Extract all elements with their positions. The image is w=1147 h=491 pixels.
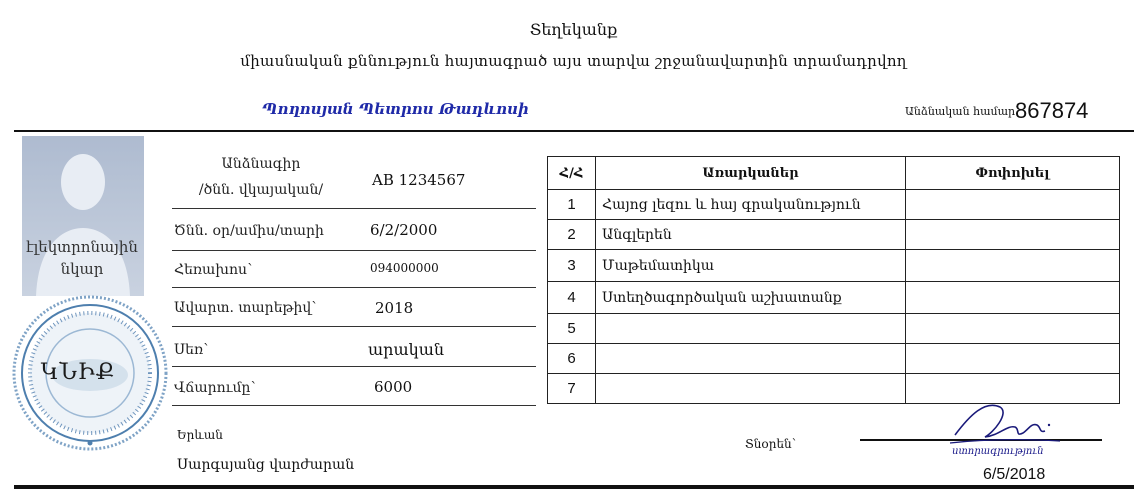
row-change-cell[interactable] — [906, 220, 1120, 250]
table-row — [548, 344, 1120, 374]
row-num: 2 — [548, 220, 596, 250]
issue-date: 6/5/2018 — [983, 466, 1046, 483]
row-subject: Ստեղծագործական աշխատանք — [596, 282, 906, 314]
document-subtitle: միասնական քննություն հայտագրած այս տարվա շրջանավարտին տրամադրվող — [240, 52, 907, 70]
birth-label: Ծնն. օր/ամիս/տարի — [174, 223, 324, 239]
table-row — [548, 220, 1120, 250]
grad-year-label: Ավարտ. տարեթիվ՝ — [174, 300, 317, 316]
passport-label-line2: /ծնն. վկայական/ — [198, 182, 324, 198]
row-change-cell[interactable] — [906, 190, 1120, 220]
table-row — [548, 314, 1120, 344]
info-divider — [172, 208, 536, 209]
registration-label: Անձնական համար՝ — [905, 105, 1020, 118]
row-subject: Մաթեմատիկա — [596, 250, 906, 282]
row-num: 5 — [548, 314, 596, 344]
info-divider — [172, 326, 536, 327]
header-subject: Առարկաներ — [596, 157, 906, 190]
stamp-text: ԿՆԻՔ — [40, 360, 116, 385]
row-change-cell[interactable] — [906, 344, 1120, 374]
bottom-divider — [14, 485, 1134, 489]
info-divider — [172, 250, 536, 251]
row-subject — [596, 344, 906, 374]
table-header-row — [548, 157, 1120, 190]
info-divider — [172, 366, 536, 367]
birth-value: 6/2/2000 — [370, 221, 438, 239]
row-num: 1 — [548, 190, 596, 220]
subjects-table — [547, 156, 1120, 404]
row-subject: Անգլերեն — [596, 220, 906, 250]
row-change-cell[interactable] — [906, 282, 1120, 314]
grad-year-value: 2018 — [375, 299, 414, 317]
city: Երևան — [177, 428, 223, 442]
director-label: Տնօրեն՝ — [745, 437, 796, 451]
row-num: 7 — [548, 374, 596, 404]
school-name: Սարգսյանց վարժարան — [177, 457, 355, 473]
passport-value: AB 1234567 — [372, 171, 466, 189]
table-row — [548, 190, 1120, 220]
registration-number: 867874 — [1015, 98, 1089, 123]
row-change-cell[interactable] — [906, 314, 1120, 344]
info-divider — [172, 405, 536, 406]
row-num: 6 — [548, 344, 596, 374]
sex-label: Սեռ՝ — [174, 342, 209, 358]
student-name: Պողոսյան Պետրոս Թադևոսի — [262, 100, 529, 118]
photo-caption: էլեկտրոնային նկար — [26, 238, 138, 278]
info-divider — [172, 287, 536, 288]
table-row — [548, 282, 1120, 314]
row-subject — [596, 314, 906, 344]
header-num: Հ/Հ — [548, 157, 596, 190]
phone-label: Հեռախոս՝ — [174, 262, 253, 278]
payment-label: Վճարումը՝ — [174, 380, 256, 396]
row-subject — [596, 374, 906, 404]
phone-value: 094000000 — [370, 261, 439, 275]
signature-caption: ստորագրություն — [952, 446, 1044, 457]
sex-value: արական — [368, 340, 445, 359]
passport-label-line1: Անձնագիր — [221, 156, 301, 172]
row-subject: Հայոց լեզու և հայ գրականություն — [596, 190, 906, 220]
row-change-cell[interactable] — [906, 250, 1120, 282]
payment-value: 6000 — [374, 378, 413, 396]
top-divider — [14, 130, 1134, 132]
row-num: 3 — [548, 250, 596, 282]
row-num: 4 — [548, 282, 596, 314]
header-change: Փոփոխել — [906, 157, 1120, 190]
document-title: Տեղեկանք — [529, 20, 618, 39]
table-row — [548, 250, 1120, 282]
